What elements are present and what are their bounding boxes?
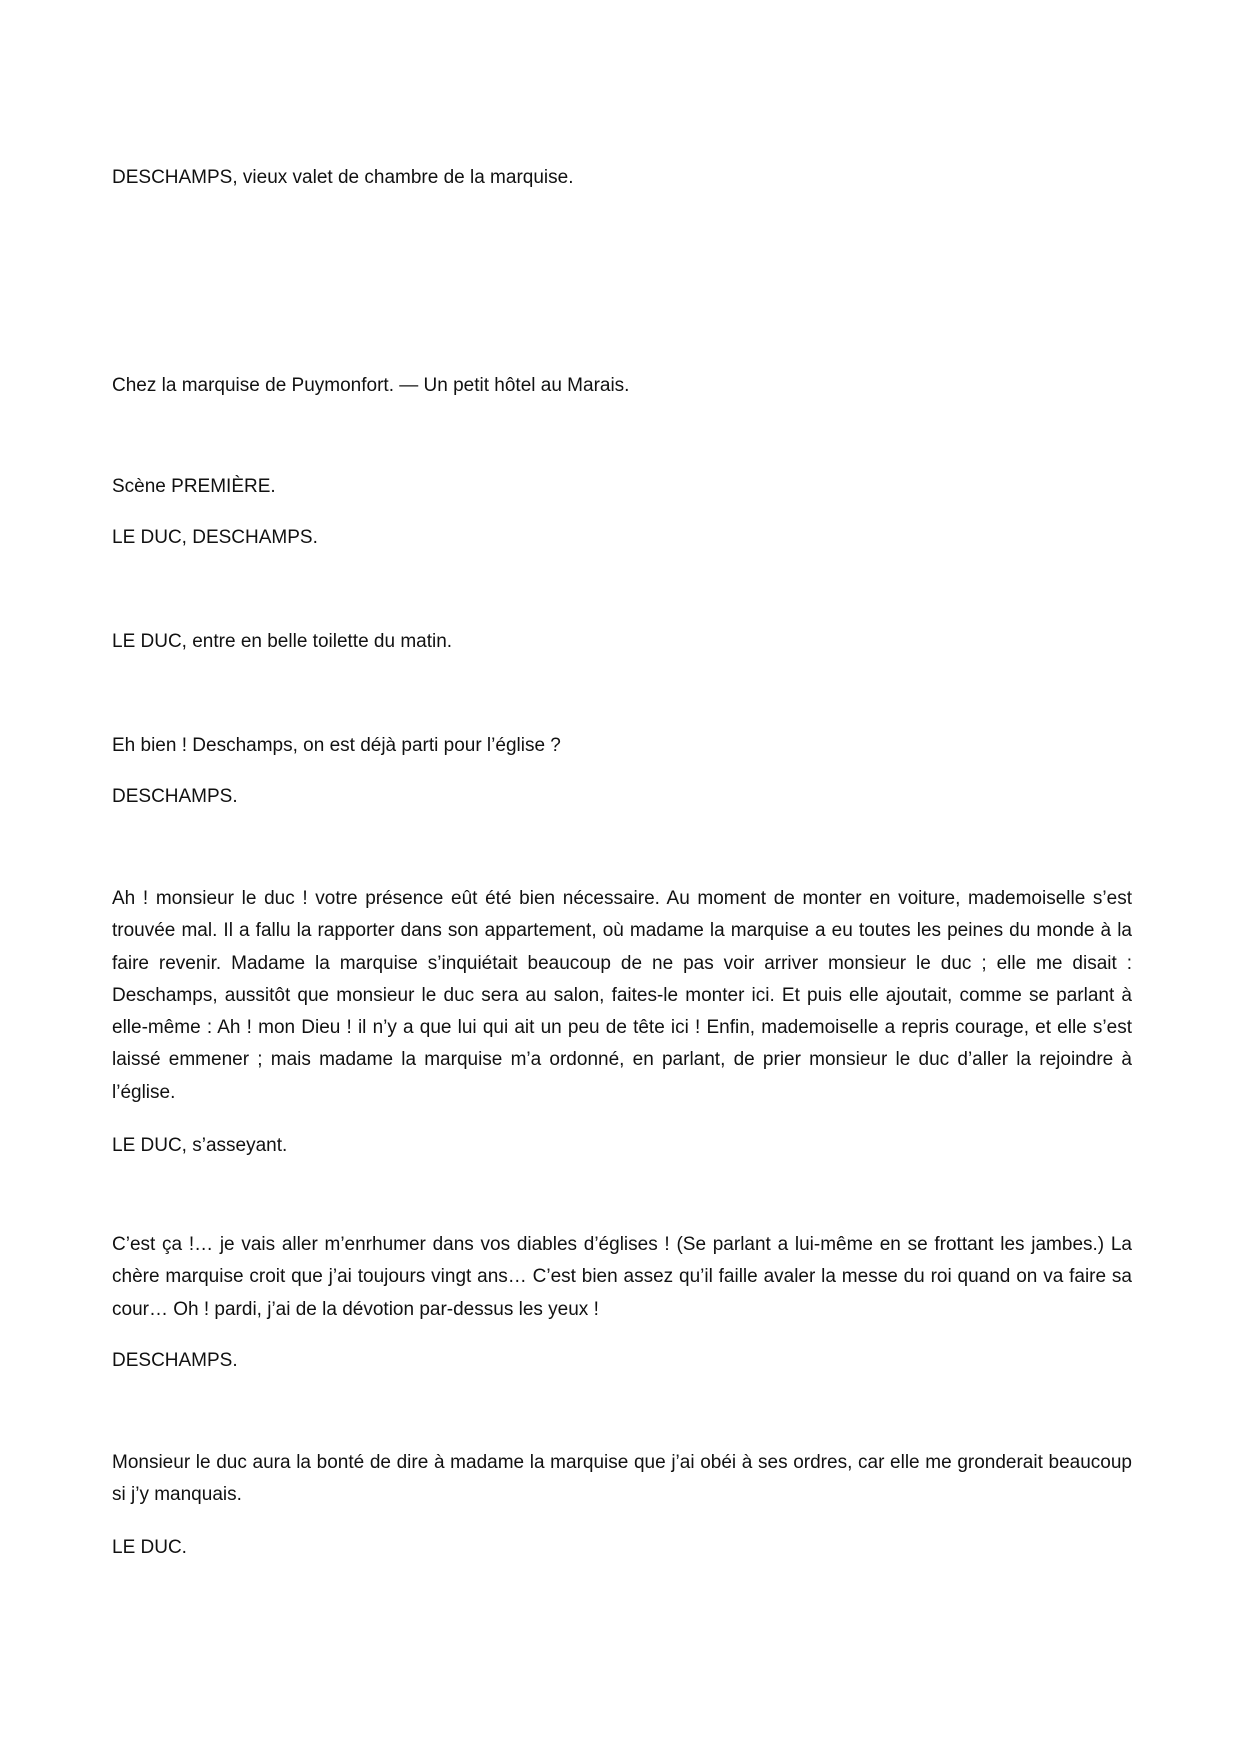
scene-setting: Chez la marquise de Puymonfort. — Un petit hôtel au Marais.: [112, 375, 630, 396]
scene-characters: LE DUC, DESCHAMPS.: [112, 527, 318, 548]
speaker-line: DESCHAMPS.: [112, 786, 238, 807]
speaker-line: LE DUC, entre en belle toilette du matin.: [112, 631, 453, 652]
scene-title: Scène PREMIÈRE.: [112, 476, 276, 497]
character-list-entry: DESCHAMPS, vieux valet de chambre de la marquise.: [112, 167, 574, 188]
speaker-line: DESCHAMPS.: [112, 1350, 238, 1371]
dialogue-paragraph: C’est ça !… je vais aller m’enrhumer dans vos diables d’églises ! (Se parlant a lui-même en se frottant les jambes.) La chère marquise croit que j’ai toujours vingt ans… C’est bien assez qu’il faille avaler la messe du roi quand on va faire sa cour… Oh ! pardi, j’ai de la dévotion par-dessus les yeux !: [112, 1234, 1132, 1320]
dialogue-line: Eh bien ! Deschamps, on est déjà parti pour l’église ?: [112, 735, 561, 756]
dialogue-paragraph: Ah ! monsieur le duc ! votre présence eût été bien nécessaire. Au moment de monter en voiture, mademoiselle s’est trouvée mal. Il a fallu la rapporter dans son appartement, où madame la marquise a eu toutes les peines du monde à la faire revenir. Madame la marquise s’inquiétait beaucoup de ne pas voir arriver monsieur le duc ; elle me disait : Deschamps, aussitôt que monsieur le duc sera au salon, faites-le monter ici. Et puis elle ajoutait, comme se parlant à elle-même : Ah ! mon Dieu ! il n’y a que lui qui ait un peu de tête ici ! Enfin, mademoiselle a repris courage, et elle s’est laissé emmener ; mais madame la marquise m’a ordonné, en parlant, de prier monsieur le duc d’aller la rejoindre à l’église.: [112, 888, 1132, 1103]
speaker-line: LE DUC.: [112, 1537, 187, 1558]
speaker-line: LE DUC, s’asseyant.: [112, 1135, 288, 1156]
dialogue-paragraph: Monsieur le duc aura la bonté de dire à madame la marquise que j’ai obéi à ses ordres, car elle me gronderait beaucoup si j’y manquais.: [112, 1452, 1132, 1506]
